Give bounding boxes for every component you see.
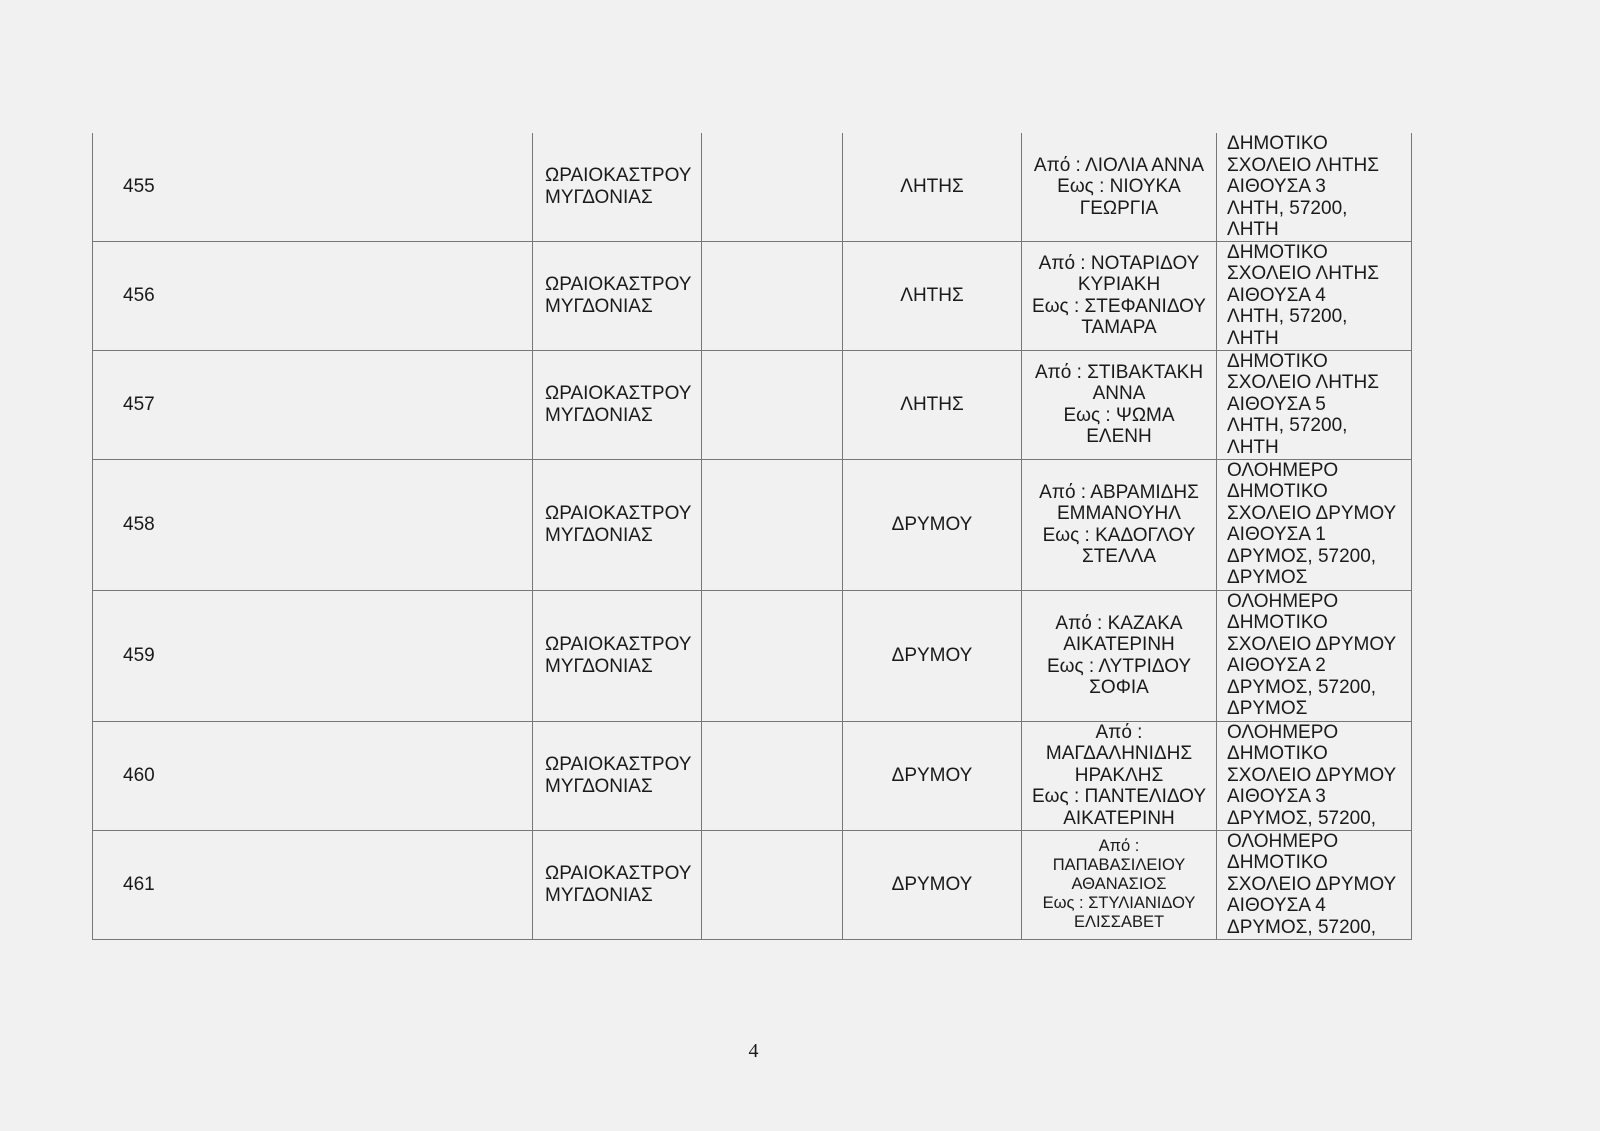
location-line: ΣΧΟΛΕΙΟ ΔΡΥΜΟΥ [1227,873,1397,895]
range-line: Εως : ΝΙΟΥΚΑ [1057,176,1181,197]
range-line: ΓΕΩΡΓΙΑ [1079,197,1159,219]
municipality-line: ΜΥΓΔΟΝΙΑΣ [545,524,653,546]
location-line: ΔΗΜΟΤΙΚΟ [1227,350,1328,372]
location-line: ΛΗΤΗ, 57200, [1227,306,1348,327]
location-line: ΔΗΜΟΤΙΚΟ [1227,481,1328,502]
range-line: Από : ΣΤΙΒΑΚΤΑΚΗ [1034,361,1204,383]
location-line: ΟΛΟΗΜΕΡΟ [1227,459,1339,481]
location-line: ΔΡΥΜΟΣ, 57200, [1227,676,1377,698]
location-line: ΣΧΟΛΕΙΟ ΛΗΤΗΣ [1227,263,1379,284]
range-line: Εως : ΠΑΝΤΕΛΙΔΟΥ [1032,786,1206,808]
station-number: 459 [93,590,533,721]
range-line: Από : ΝΟΤΑΡΙΔΟΥ [1038,252,1200,274]
municipality-line: ΩΡΑΙΟΚΑΣΤΡΟΥ [545,634,692,655]
location-line: ΑΙΘΟΥΣΑ 4 [1227,284,1326,306]
location-cell [1217,830,1412,939]
location-line: ΣΧΟΛΕΙΟ ΛΗΤΗΣ [1227,372,1379,393]
location-line: ΟΛΟΗΜΕΡΟ [1227,830,1339,852]
location-line: ΔΡΥΜΟΣ [1227,567,1308,588]
range-line: ΕΜΜΑΝΟΥΗΛ [1057,503,1181,524]
location-line: ΣΧΟΛΕΙΟ ΛΗΤΗΣ [1227,154,1379,176]
location-line: ΑΙΘΟΥΣΑ 2 [1227,655,1326,676]
location-cell [1217,133,1412,241]
location-line: ΔΗΜΟΤΙΚΟ [1227,241,1328,263]
location-line: ΑΙΘΟΥΣΑ 3 [1227,176,1326,197]
voter-range-cell [1022,133,1217,241]
location-line: ΑΙΘΟΥΣΑ 1 [1227,524,1326,545]
range-line: ΑΙΚΑΤΕΡΙΝΗ [1063,634,1175,655]
voter-range-cell [1022,590,1217,721]
municipality-line: ΜΥΓΔΟΝΙΑΣ [545,655,653,677]
station-number: 457 [93,350,533,459]
table-row [93,241,1412,350]
municipality-line: ΜΥΓΔΟΝΙΑΣ [545,884,653,906]
voter-range-cell [1022,241,1217,350]
range-line: Από : [1095,721,1143,743]
location-line: ΔΡΥΜΟΣ [1227,698,1308,719]
range-line: ΤΑΜΑΡΑ [1081,317,1157,338]
municipality-cell [533,590,702,721]
table-body [93,133,1412,939]
location-cell [1217,459,1412,590]
location-line: ΟΛΟΗΜΕΡΟ [1227,721,1339,743]
municipality-line: ΜΥΓΔΟΝΙΑΣ [545,295,653,317]
range-line: ΗΡΑΚΛΗΣ [1074,764,1164,786]
location-line: ΔΗΜΟΤΙΚΟ [1227,743,1328,764]
location-line: ΔΗΜΟΤΙΚΟ [1227,133,1328,154]
location-line: ΑΙΘΟΥΣΑ 3 [1227,786,1326,807]
station-number: 458 [93,459,533,590]
unit-cell: ΛΗΤΗΣ [843,133,1022,241]
location-line: ΔΗΜΟΤΙΚΟ [1227,612,1328,633]
municipality-cell [533,350,702,459]
page-number: 4 [748,1040,759,1062]
location-line: ΛΗΤΗ [1227,436,1279,458]
range-line: ΜΑΓΔΑΛΗΝΙΔΗΣ [1045,743,1193,765]
unit-cell: ΛΗΤΗΣ [843,241,1022,350]
location-line: ΣΧΟΛΕΙΟ ΔΡΥΜΟΥ [1227,502,1397,524]
unit-cell: ΔΡΥΜΟΥ [843,590,1022,721]
location-cell [1217,590,1412,721]
municipality-line: ΩΡΑΙΟΚΑΣΤΡΟΥ [545,754,692,775]
location-line: ΛΗΤΗ, 57200, [1227,415,1348,436]
range-line: Από : ΑΒΡΑΜΙΔΗΣ [1039,481,1199,503]
voter-range-cell [1022,721,1217,830]
municipality-line: ΩΡΑΙΟΚΑΣΤΡΟΥ [545,383,692,404]
empty-cell [702,350,843,459]
range-line: ΣΟΦΙΑ [1089,677,1149,698]
municipality-line: ΩΡΑΙΟΚΑΣΤΡΟΥ [545,165,692,187]
location-cell [1217,721,1412,830]
municipality-line: ΩΡΑΙΟΚΑΣΤΡΟΥ [545,274,692,295]
station-number: 461 [93,830,533,939]
municipality-cell [533,721,702,830]
location-line: ΣΧΟΛΕΙΟ ΔΡΥΜΟΥ [1227,633,1397,655]
location-cell [1217,241,1412,350]
municipality-line: ΩΡΑΙΟΚΑΣΤΡΟΥ [545,863,692,884]
location-line: ΔΗΜΟΤΙΚΟ [1227,852,1328,873]
municipality-cell [533,133,702,241]
range-line: Από : [1098,837,1140,855]
table-row [93,721,1412,830]
range-line: ΚΥΡΙΑΚΗ [1077,274,1161,295]
table-row [93,350,1412,459]
empty-cell [702,133,843,241]
empty-cell [702,830,843,939]
unit-cell: ΔΡΥΜΟΥ [843,830,1022,939]
table-row [93,459,1412,590]
empty-cell [702,721,843,830]
range-line: Εως : ΚΑΔΟΓΛΟΥ [1042,524,1196,546]
range-line: Εως : ΨΩΜΑ [1063,404,1175,426]
municipality-line: ΜΥΓΔΟΝΙΑΣ [545,775,653,797]
location-line: ΛΗΤΗ, 57200, [1227,197,1348,219]
municipality-line: ΜΥΓΔΟΝΙΑΣ [545,404,653,426]
empty-cell [702,590,843,721]
location-line: ΑΙΘΟΥΣΑ 4 [1227,895,1326,916]
station-number: 456 [93,241,533,350]
range-line: ΑΝΝΑ [1092,383,1146,404]
municipality-cell [533,241,702,350]
range-line: Εως : ΣΤΕΦΑΝΙΔΟΥ [1032,295,1206,317]
range-line: ΑΙΚΑΤΕΡΙΝΗ [1063,807,1175,829]
station-number: 460 [93,721,533,830]
empty-cell [702,241,843,350]
municipality-cell [533,459,702,590]
station-number: 455 [93,133,533,241]
municipality-cell [533,830,702,939]
municipality-line: ΩΡΑΙΟΚΑΣΤΡΟΥ [545,503,692,524]
table-row [93,830,1412,939]
unit-cell: ΛΗΤΗΣ [843,350,1022,459]
polling-stations-table [92,133,1412,940]
location-line: ΑΙΘΟΥΣΑ 5 [1227,393,1326,415]
range-line: Από : ΚΑΖΑΚΑ [1055,612,1183,634]
range-line: ΕΛΕΝΗ [1086,426,1152,447]
location-line: ΣΧΟΛΕΙΟ ΔΡΥΜΟΥ [1227,764,1397,786]
voter-range-cell [1022,459,1217,590]
location-line: ΔΡΥΜΟΣ, 57200, [1227,916,1377,938]
location-cell [1217,350,1412,459]
range-line: Εως : ΣΤΥΛΙΑΝΙΔΟΥ [1042,894,1196,912]
voter-range-cell [1022,830,1217,939]
location-line: ΛΗΤΗ [1227,219,1279,240]
range-line: ΕΛΙΣΣΑΒΕΤ [1073,913,1165,931]
location-line: ΛΗΤΗ [1227,327,1279,349]
location-line: ΔΡΥΜΟΣ, 57200, [1227,807,1377,829]
municipality-line: ΜΥΓΔΟΝΙΑΣ [545,186,653,208]
location-line: ΟΛΟΗΜΕΡΟ [1227,590,1339,612]
voter-range-cell [1022,350,1217,459]
empty-cell [702,459,843,590]
table-row [93,133,1412,241]
table-row [93,590,1412,721]
range-line: ΑΘΑΝΑΣΙΟΣ [1071,875,1167,893]
range-line: Εως : ΛΥΤΡΙΔΟΥ [1046,655,1192,677]
unit-cell: ΔΡΥΜΟΥ [843,721,1022,830]
location-line: ΔΡΥΜΟΣ, 57200, [1227,545,1377,567]
range-line: ΠΑΠΑΒΑΣΙΛΕΙΟΥ [1052,856,1186,874]
unit-cell: ΔΡΥΜΟΥ [843,459,1022,590]
range-line: ΣΤΕΛΛΑ [1081,546,1157,567]
range-line: Από : ΛΙΟΛΙΑ ΑΝΝΑ [1033,154,1205,176]
